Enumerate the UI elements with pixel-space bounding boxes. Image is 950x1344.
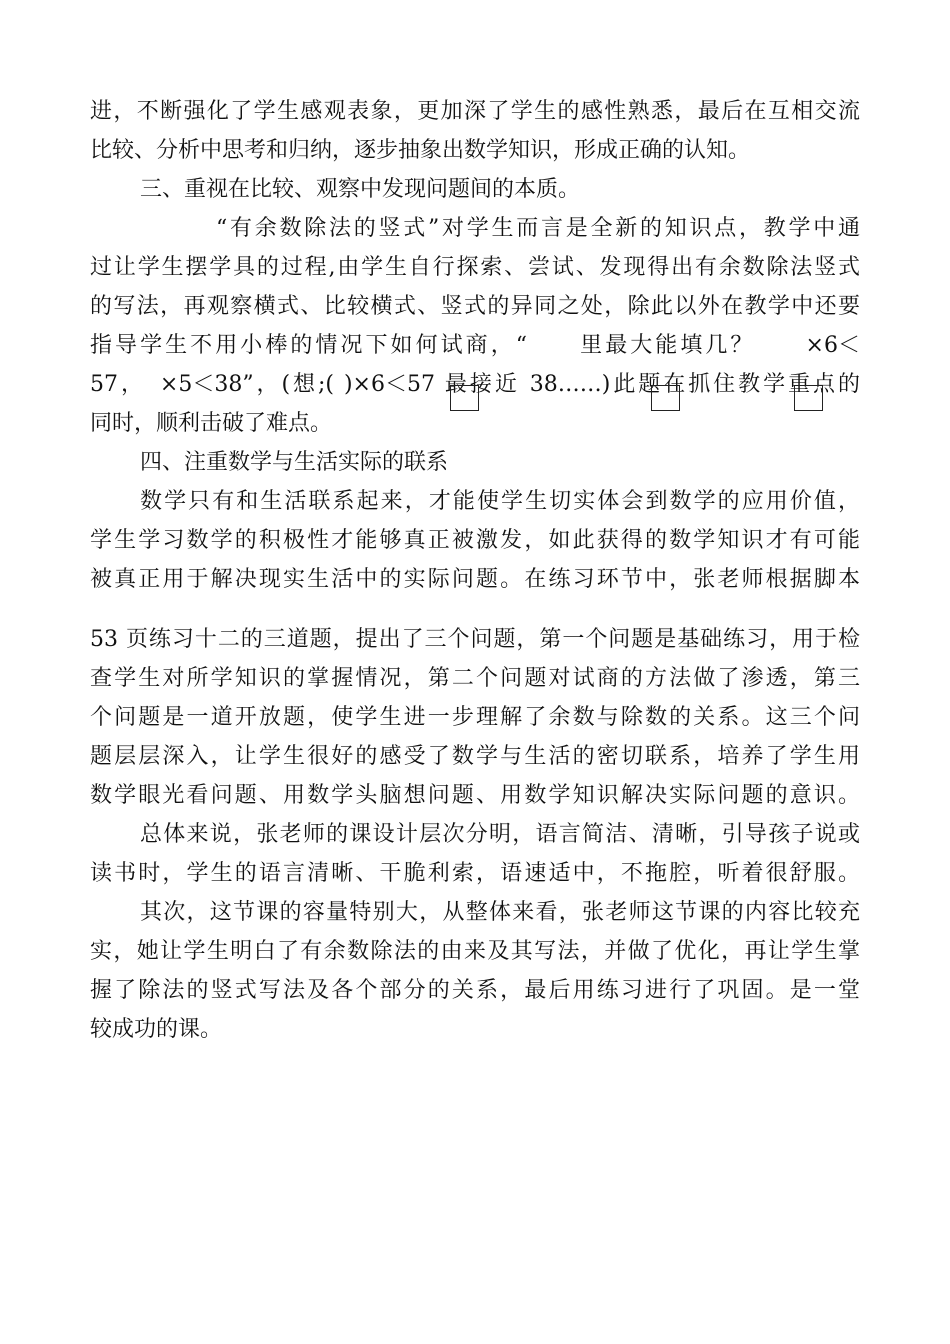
blank-box (651, 385, 680, 411)
text-line: 学生学习数学的积极性才能够真正被激发，如此获得的数学知识才有可能 (90, 528, 860, 553)
text-line: 的写法，再观察横式、比较横式、竖式的异同之处，除此以外在教学中还要 (90, 294, 860, 319)
text-line: 读书时，学生的语言清晰、干脆利索，语速适中，不拖腔，听着很舒服。 (90, 861, 860, 886)
text-line: 查学生对所学知识的掌握情况，第二个问题对试商的方法做了渗透，第三 (90, 666, 860, 691)
text-line: 被真正用于解决现实生活中的实际问题。在练习环节中，张老师根据脚本 (90, 567, 860, 592)
text-line: 个问题是一道开放题，使学生进一步理解了余数与除数的关系。这三个问 (90, 705, 860, 730)
text-line: 数学眼光看问题、用数学头脑想问题、用数学知识解决实际问题的意识。 (90, 783, 860, 808)
text-line: 总体来说，张老师的课设计层次分明，语言简洁、清晰，引导孩子说或 (140, 822, 860, 847)
section-heading: 三、重视在比较、观察中发现问题间的本质。 (140, 177, 581, 202)
text-line: 数学只有和生活联系起来，才能使学生切实体会到数学的应用价值， (140, 489, 860, 514)
text-line: “有余数除法的竖式”对学生而言是全新的知识点，教学中通 (216, 216, 860, 241)
text-line: 实，她让学生明白了有余数除法的由来及其写法，并做了优化，再让学生掌 (90, 939, 860, 964)
text-line: 较成功的课。 (90, 1017, 223, 1042)
text-line: 其次，这节课的容量特别大，从整体来看，张老师这节课的内容比较充 (140, 900, 860, 925)
text-line: 指导学生不用小棒的情况下如何试商，“ 里最大能填几？ ×6＜ (90, 333, 860, 358)
blank-box (794, 385, 823, 411)
text-line: 57， ×5＜38”，(想;( )×6＜57 最接近 38……)此题在抓住教学重点的 (90, 372, 860, 397)
text-line: 同时，顺利击破了难点。 (90, 411, 333, 436)
blank-box (450, 385, 479, 411)
text-line: 过让学生摆学具的过程,由学生自行探索、尝试、发现得出有余数除法竖式 (90, 255, 860, 280)
text-line: 题层层深入，让学生很好的感受了数学与生活的密切联系，培养了学生用 (90, 744, 860, 769)
text-line: 比较、分析中思考和归纳，逐步抽象出数学知识，形成正确的认知。 (90, 138, 751, 163)
text-line: 进，不断强化了学生感观表象，更加深了学生的感性熟悉，最后在互相交流 (90, 99, 860, 124)
text-line: 握了除法的竖式写法及各个部分的关系，最后用练习进行了巩固。是一堂 (90, 978, 860, 1003)
text-line: 53 页练习十二的三道题，提出了三个问题，第一个问题是基础练习，用于检 (90, 627, 860, 652)
section-heading: 四、注重数学与生活实际的联系 (140, 450, 449, 475)
